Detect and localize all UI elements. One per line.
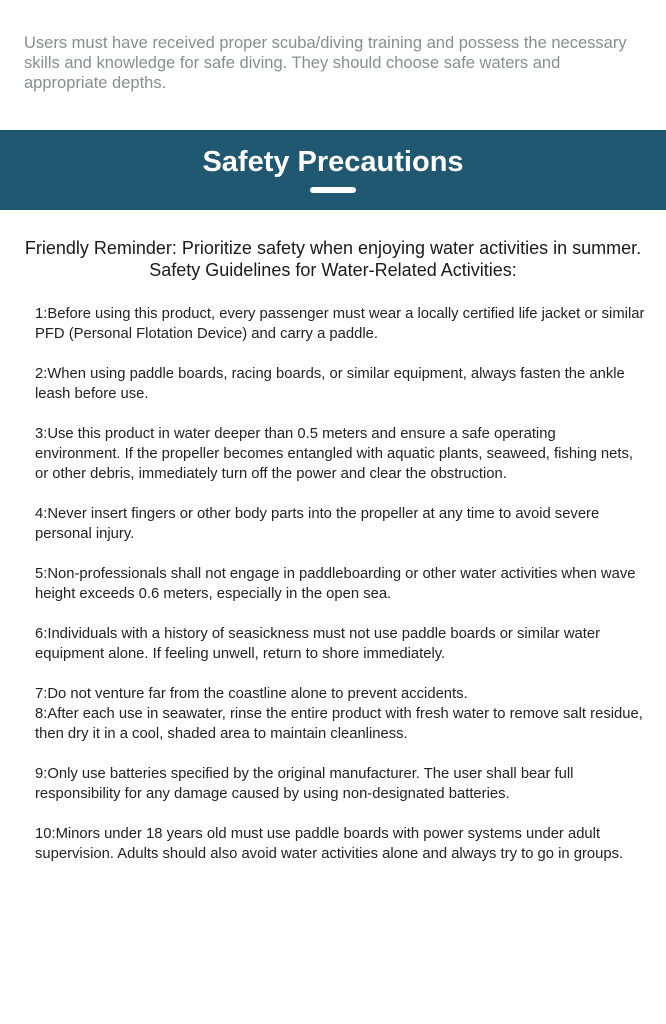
guideline-item-6: 6:Individuals with a history of seasickness must not use paddle boards or similar water equipment alone. If feeling unwell, return to shore immediately. bbox=[35, 626, 601, 662]
guideline-item-1: 1:Before using this product, every passenger must wear a locally certified life jacket or similar PFD (Personal Flotation Device) and carry a paddle. bbox=[35, 306, 645, 342]
section-title: Safety Precautions bbox=[202, 146, 464, 178]
intro-paragraph: Users must have received proper scuba/diving training and possess the necessary skills and knowledge for safe diving. They should choose safe waters and appropriate depths. bbox=[24, 34, 627, 92]
section-banner bbox=[0, 130, 666, 210]
guideline-item-2: 2:When using paddle boards, racing boards, or similar equipment, always fasten the ankle leash before use. bbox=[35, 366, 625, 402]
guideline-item-5: 5:Non-professionals shall not engage in paddleboarding or other water activities when wave height exceeds 0.6 meters, especially in the open sea. bbox=[35, 566, 636, 602]
guideline-item-8: 8:After each use in seawater, rinse the entire product with fresh water to remove salt residue, then dry it in a cool, shaded area to maintain cleanliness. bbox=[35, 706, 643, 742]
guideline-item-9: 9:Only use batteries specified by the original manufacturer. The user shall bear full responsibility for any damage caused by using non-designated batteries. bbox=[35, 766, 574, 802]
guideline-item-7: 7:Do not venture far from the coastline alone to prevent accidents. bbox=[35, 686, 468, 702]
title-underline bbox=[310, 187, 356, 193]
guideline-item-4: 4:Never insert fingers or other body parts into the propeller at any time to avoid severe personal injury. bbox=[35, 506, 600, 542]
guideline-item-10: 10:Minors under 18 years old must use paddle boards with power systems under adult supervision. Adults should also avoid water activities alone and always try to go in groups. bbox=[35, 826, 624, 862]
safety-guideline-list bbox=[35, 304, 645, 884]
friendly-reminder: Friendly Reminder: Prioritize safety when enjoying water activities in summer. Safety Guidelines for Water-Related Activities: bbox=[24, 238, 642, 280]
guideline-item-3: 3:Use this product in water deeper than 0.5 meters and ensure a safe operating environment. If the propeller becomes entangled with aquatic plants, seaweed, fishing nets, or other debris, immediately turn off the power and clear the obstruction. bbox=[35, 426, 633, 482]
